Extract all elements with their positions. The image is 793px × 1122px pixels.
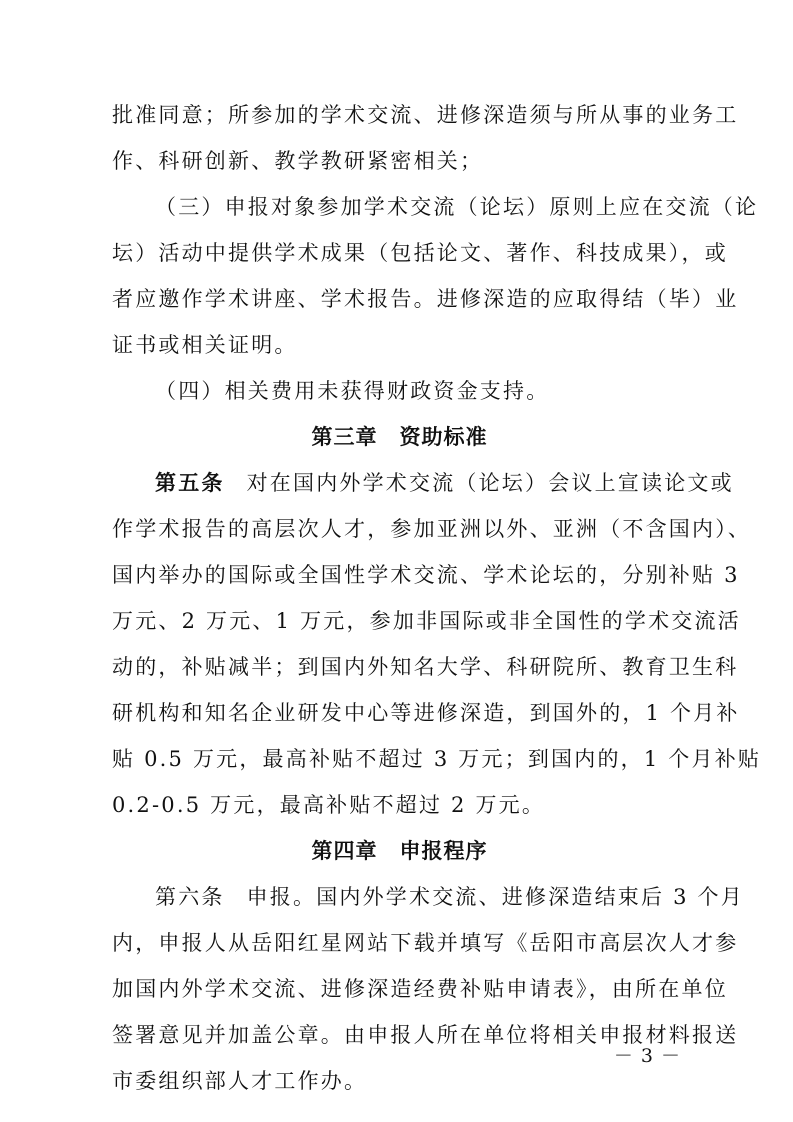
article-six-text: 申报。国内外学术交流、进修深造结束后 3 个月 — [246, 885, 744, 909]
body-line: 贴 0.5 万元，最高补贴不超过 3 万元；到国内的，1 个月补贴 — [112, 747, 762, 771]
article-five-first-line — [112, 460, 734, 506]
body-line: 动的，补贴减半；到国内外知名大学、科研院所、教育卫生科 — [112, 655, 739, 679]
chapter-four-heading: 第四章 申报程序 — [311, 839, 488, 863]
article-five-label: 第五条 — [155, 471, 225, 495]
body-line: 研机构和知名企业研发中心等进修深造，到国外的，1 个月补 — [112, 701, 740, 725]
body-line: 作学术报告的高层次人才，参加亚洲以外、亚洲（不含国内）、 — [112, 517, 752, 541]
body-line: 坛）活动中提供学术成果（包括论文、著作、科技成果），或 — [112, 241, 728, 265]
body-line: 内，申报人从岳阳红星网站下载并填写《岳阳市高层次人才参 — [112, 931, 739, 955]
article-six-first-line — [112, 874, 744, 920]
body-line: 万元、2 万元、1 万元，参加非国际或非全国性的学术交流活 — [112, 609, 741, 633]
body-line: 加国内外学术交流、进修深造经费补贴申请表》，由所在单位 — [112, 977, 728, 1001]
body-line: 证书或相关证明。 — [112, 333, 298, 357]
page-number: － 3 － — [613, 1045, 681, 1067]
body-line: 者应邀作学术讲座、学术报告。进修深造的应取得结（毕）业 — [112, 287, 739, 311]
document-body — [112, 92, 762, 1104]
clause-four-line: （四）相关费用未获得财政资金支持。 — [155, 379, 550, 403]
body-line: 签署意见并加盖公章。由申报人所在单位将相关申报材料报送 — [112, 1023, 739, 1047]
chapter-three-heading: 第三章 资助标准 — [311, 425, 488, 449]
body-line: 作、科研创新、教学教研紧密相关； — [112, 149, 484, 173]
body-line: 0.2-0.5 万元，最高补贴不超过 2 万元。 — [112, 793, 546, 817]
article-six-label: 第六条 — [155, 885, 225, 909]
body-line: 市委组织部人才工作办。 — [112, 1069, 368, 1093]
body-line: 批准同意；所参加的学术交流、进修深造须与所从事的业务工 — [112, 103, 739, 127]
clause-three-line: （三）申报对象参加学术交流（论坛）原则上应在交流（论 — [155, 195, 759, 219]
body-line: 国内举办的国际或全国性学术交流、学术论坛的，分别补贴 3 — [112, 563, 740, 587]
article-five-text: 对在国内外学术交流（论坛）会议上宣读论文或 — [246, 471, 734, 495]
